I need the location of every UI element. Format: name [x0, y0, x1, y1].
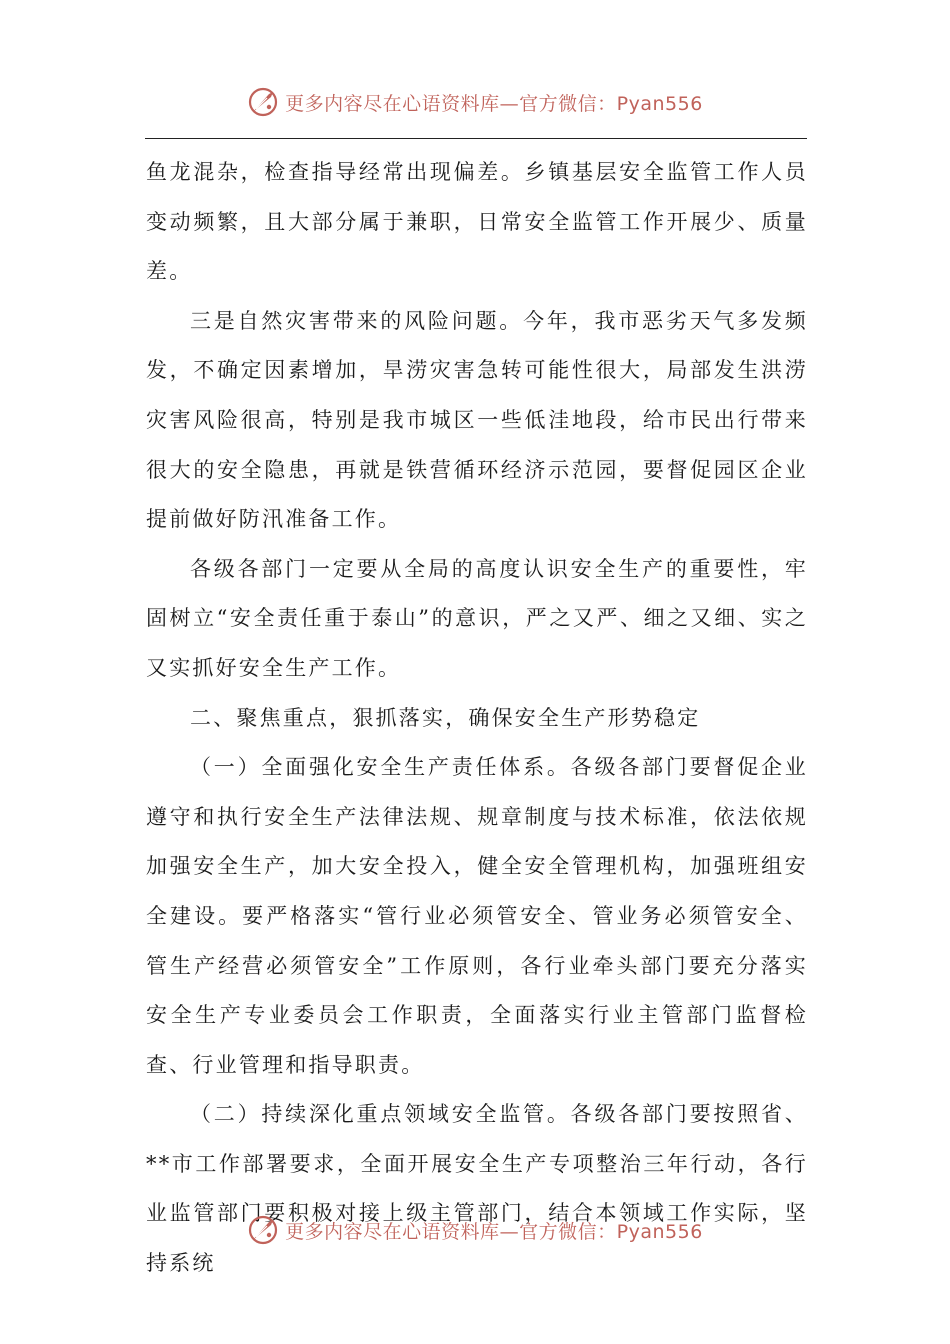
footer-banner: [0, 1210, 950, 1250]
header-wechat-id: Pyan556: [616, 92, 703, 115]
document-body: [146, 148, 808, 1289]
header-banner: [0, 82, 950, 122]
paragraph-5: （二）持续深化重点领域安全监管。各级各部门要按照省、**市工作部署要求，全面开展安全生产专项整治三年行动，各行业监管部门要积极对接上级主管部门，结合本领域工作实际，坚持系统: [146, 1102, 808, 1276]
paragraph-4: （一）全面强化安全生产责任体系。各级各部门要督促企业遵守和执行安全生产法律法规、规章制度与技术标准，依法依规加强安全生产，加大安全投入，健全安全管理机构，加强班组安全建设。要严格落实“管行业必须管安全、管业务必须管安全、管生产经营必须管安全”工作原则，各行业牵头部门要充分落实安全生产专业委员会工作职责，全面落实行业主管部门监督检查、行业管理和指导职责。: [146, 755, 808, 1077]
paragraph-1: 鱼龙混杂，检查指导经常出现偏差。乡镇基层安全监管工作人员变动频繁，且大部分属于兼职，日常安全监管工作开展少、质量差。: [146, 160, 808, 284]
header-banner-text: 更多内容尽在心语资料库—官方微信：Pyan556: [285, 92, 703, 115]
footer-wechat-id: Pyan556: [616, 1220, 703, 1243]
section-heading-2: 二、聚焦重点，狠抓落实，确保安全生产形势稳定: [190, 705, 701, 730]
header-rule: [145, 138, 807, 139]
paragraph-3: 各级各部门一定要从全局的高度认识安全生产的重要性，牢固树立“安全责任重于泰山”的意识，严之又严、细之又细、实之又实抓好安全生产工作。: [146, 556, 808, 680]
quill-logo-icon: [247, 86, 279, 118]
footer-banner-text: 更多内容尽在心语资料库—官方微信：Pyan556: [285, 1220, 703, 1243]
quill-logo-icon: [247, 1214, 279, 1246]
paragraph-2: 三是自然灾害带来的风险问题。今年，我市恶劣天气多发频发，不确定因素增加，旱涝灾害急转可能性很大，局部发生洪涝灾害风险很高，特别是我市城区一些低洼地段，给市民出行带来很大的安全隐患，再就是铁营循环经济示范园，要督促园区企业提前做好防汛准备工作。: [146, 308, 808, 532]
